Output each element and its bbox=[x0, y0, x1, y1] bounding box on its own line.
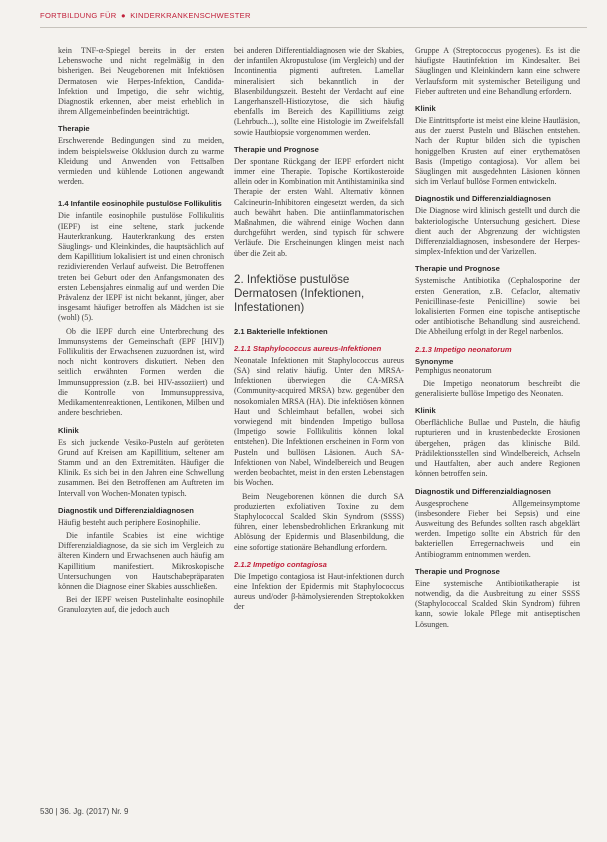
subsection-heading-2-1-1: 2.1.1 Staphylococcus aureus-Infektionen bbox=[234, 343, 382, 353]
subheading-diagnostik: Diagnostik und Differenzialdiagnosen bbox=[415, 486, 551, 496]
paragraph: bei anderen Differentialdiagnosen wie der Skabies, der infantilen Akropustulose (im Vergleich) und der Incontinentia pigmenti auftreten. Lamellar mineralisiert sich bekanntlich in der Blasenbildungszeit. Besteht der Verdacht auf eine Langerhanszell-Histiozytose, die sich häufig ebenfalls im Bereich des Kapillitiums zeigt (Lehrbuch...), sollte eine Histologie im Zweifelsfall sowie Hautbiopsie vorgenommen werden. bbox=[234, 46, 404, 137]
subsection-heading-2-1-2: 2.1.2 Impetigo contagiosa bbox=[234, 559, 327, 569]
text-column-2 bbox=[234, 46, 404, 792]
header-prefix: FÜR bbox=[100, 11, 117, 20]
paragraph: Die infantile eosinophile pustulöse Follikulitis (IEPF) ist eine seltene, stark juckende Hauterkrankung. Hauterkrankung des ersten Säuglings- und Kleinkindes, die hauptsächlich auf dem Kapillitium lokalisiert ist und einen chronisch rezidivierenden Verlauf aufweist. Die Betroffenen treten bei Geburt oder den Anfangsmonaten des ersten Lebensjahres einmalig auf und werden Die Prävalenz der IEPF ist nicht bekannt, jünger, aber insgesamt häufiger betroffen als Mädchen ist sie (wohl) (5). bbox=[58, 211, 224, 323]
paragraph: Es sich juckende Vesiko-Pusteln auf geröteten Grund auf Kreisen am Kapillitium, seltener am Stamm und an den Extremitäten. Häufiger die Klinik. Es sich bei in den Jahren eine Schwellung zusammen. Bei den Betroffenen am Auftreten im Intervall von Wochen-Monaten typisch. bbox=[58, 437, 224, 498]
subheading-therapie: Therapie bbox=[58, 124, 90, 134]
subsection-heading-2-1: 2.1 Bakterielle Infektionen bbox=[234, 326, 328, 336]
paragraph: Die infantile Scabies ist eine wichtige Differenzialdiagnose, da sie sich im Vergleich zu älteren Kindern und Erwachsenen auch häufig am Kapillitium manifestiert. Mikroskopische Untersuchungen von Hautschabepräparaten können die Diagnose einer Skabies ausschließen. bbox=[58, 530, 224, 591]
paragraph: Die Eintrittspforte ist meist eine kleine Hautläsion, aus der zuerst Pusteln und Bläschen entstehen. Nach der Ruptur bilden sich die typischen honiggelben Krusten auf einer erythematösen Basis (Impetigo contagiosa). Vor allem bei Säuglingen mit ausgedehnten Läsionen können sich im Verlauf bullöse Formen entwickeln. bbox=[415, 116, 580, 187]
page-number: 530 bbox=[40, 807, 54, 816]
paragraph: Beim Neugeborenen können die durch SA produzierten exfoliativen Toxine zu dem Staphylococcal Scalded Skin Syndrom (SSSS) führen, einer lebensbedrohlichen Erkrankung mit Ablösung der Epidermis und Blasenbildung, die eine sofortige stationäre Behandlung erfordern. bbox=[234, 491, 404, 552]
footer-divider: | bbox=[55, 807, 60, 816]
synonyme-label: Synonyme bbox=[415, 356, 454, 366]
paragraph: Neonatale Infektionen mit Staphylococcus aureus (SA) sind relativ häufig. Unter den MRSA-Infektionen überwiegen die CA-MRSA (Community-acquired MRSA) bzw. gegenüber den nosokomialen MRSA (HA). Die infektiösen können Haut und Schleimhaut befallen, wobei sich vorwiegend mit bindenden Impetigo bullosa (Impetigo sowie Follikulitis können lokal entstehen). Die Infektionen erscheinen in Form von Pusteln und bullösen Läsionen. Auch SA-Infektionen von Nabel, Windelbereich und Beugen werden beobachtet, meist in den ersten Lebenstagen bis Wochen. bbox=[234, 355, 404, 488]
paragraph: kein TNF-α-Spiegel bereits in der ersten Lebenswoche und nicht regelmäßig in den bisherigen. Bei Neugeborenen mit Infektiösen Dermatosen wie Herpes-Infektion, Candida-Infektion und Impetigo, die sehr wichtig, Diagnostik erkennen, aber meist erheblich in ihrem Allgemeinbefinden beeinträchtigt. bbox=[58, 46, 224, 117]
subheading-klinik: Klinik bbox=[415, 406, 436, 416]
header-rule bbox=[40, 27, 587, 28]
subheading-klinik: Klinik bbox=[415, 104, 436, 114]
paragraph: Gruppe A (Streptococcus pyogenes). Es ist die häufigste Hautinfektion im Kindesalter. Bei Säuglingen und Kleinkindern kann eine schwere Verlaufsform mit systemischer Beteiligung und Fieber auftreten und eine Behandlung erfordern. bbox=[415, 46, 580, 96]
text-column-1 bbox=[58, 46, 224, 792]
paragraph: Ob die IEPF durch eine Unterbrechung des Immunsystems der Gemeinschaft (EPF [HIV]) Follikulitis der Erwachsenen zuzuordnen ist, wird noch nicht kontrovers diskutiert. Neben den seitlich erwähnten Formen werden die Immunsuppression (z.B. bei HIV-assoziiert) und die Kontrolle von Immunsuppressiva, Medikamentenreaktionen, Lentikonen, Milben und andere beschrieben. bbox=[58, 326, 224, 418]
paragraph: Die Impetigo contagiosa ist Haut-infektionen durch eine Infektion der Epidermis mit Staphylococcus aureus und/oder β-hämolysierenden Streptokokken der bbox=[234, 571, 404, 612]
section-title-2: 2. Infektiöse pustulöse Dermatosen (Infektionen, Infestationen) bbox=[234, 272, 365, 314]
subheading-therapie-prognose: Therapie und Prognose bbox=[415, 264, 500, 274]
subheading-therapie-prognose: Therapie und Prognose bbox=[234, 144, 319, 154]
header-bullet-icon: ● bbox=[120, 11, 126, 20]
header-section: FORTBILDUNG bbox=[40, 11, 98, 20]
paragraph: Die Impetigo neonatorum beschreibt die generalisierte bullöse Impetigo des Neonaten. bbox=[415, 378, 580, 399]
issue-info: 36. Jg. (2017) Nr. 9 bbox=[59, 807, 129, 816]
paragraph: Ausgesprochene Allgemeinsymptome (insbesondere Fieber bei Sepsis) und eine Ausweitung des Befundes sollten rasch abgeklärt werden. Impetigo sollte ein Abstrich für den bakteriellen Erregernachweis und ein Antibiogramm entnommen werden. bbox=[415, 498, 580, 559]
paragraph: Oberflächliche Bullae und Pusteln, die häufig rupturieren und in krustenbedeckte Erosionen übergehen, prägen das klinische Bild. Prädilektionsstellen sind Windelbereich, Achseln und Hautfalten, aber auch andere Regionen können betroffen sein. bbox=[415, 418, 580, 479]
subheading-klinik: Klinik bbox=[58, 425, 79, 435]
paragraph: Eine systemische Antibiotikatherapie ist notwendig, da die Ausbreitung zu einer SSSS (Staphylococcal Scalded Skin Syndrom) führen kann, sowie lokale Pflege mit antiseptischen Lösungen. bbox=[415, 578, 580, 629]
paragraph: Die Diagnose wird klinisch gestellt und durch die bakteriologische Untersuchung gesichert. Diese dient auch der Abgrenzung der wichtigsten Differenzialdiagnosen, insbesondere der Herpes-simplex-Infektion und der Varizellen. bbox=[415, 206, 580, 257]
header-topic: KINDERKRANKENSCHWESTER bbox=[130, 11, 251, 20]
paragraph: Systemische Antibiotika (Cephalosporine der ersten Generation, z.B. Cefaclor, alternativ Penicillinase-feste Penicilline) sowie bei lokalisierten Formen eine topische antiseptische oder antibiotische Behandlung sind ausreichend. Die Abheilung erfolgt in der Regel narbenlos. bbox=[415, 276, 580, 337]
paragraph: Häufig besteht auch periphere Eosinophilie. bbox=[58, 517, 201, 527]
paragraph: Bei der IEPF weisen Pustelinhalte eosinophile Granulozyten auf, die jedoch auch bbox=[58, 595, 224, 615]
paragraph: Der spontane Rückgang der IEPF erfordert nicht immer eine Therapie. Topische Kortikosteroide allein oder in Kombination mit Antihistaminika sind Therapie der ersten Wahl. Alternativ können Calcineurin-Inhibitoren eingesetzt werden, da sich auch bewährt haben. Die antiinflammatorischen Maßnahmen, die während einige Wochen dann durchgeführt werden, sind typisch für schwere Verläufe. Die Erscheinungen klingen meist nach über die Zeit ab. bbox=[234, 156, 404, 258]
section-heading-1-4: 1.4 Infantile eosinophile pustulöse Follikulitis bbox=[58, 199, 222, 209]
text-column-3 bbox=[415, 46, 580, 792]
paragraph: Erschwerende Bedingungen sind zu meiden, indem beispielsweise Okklusion durch zu warme Kleidung und Anwenden von Fettsalben vermieden und kühlende Lotionen angewandt werden. bbox=[58, 136, 224, 187]
subheading-diagnostik: Diagnostik und Differenzialdiagnosen bbox=[415, 194, 551, 204]
page-footer bbox=[40, 807, 128, 816]
subsection-heading-2-1-3: 2.1.3 Impetigo neonatorum bbox=[415, 344, 512, 354]
subheading-diagnostik: Diagnostik und Differenzialdiagnosen bbox=[58, 505, 194, 515]
paragraph: Pemphigus neonatorum bbox=[415, 365, 492, 375]
subheading-therapie-prognose: Therapie und Prognose bbox=[415, 566, 500, 576]
